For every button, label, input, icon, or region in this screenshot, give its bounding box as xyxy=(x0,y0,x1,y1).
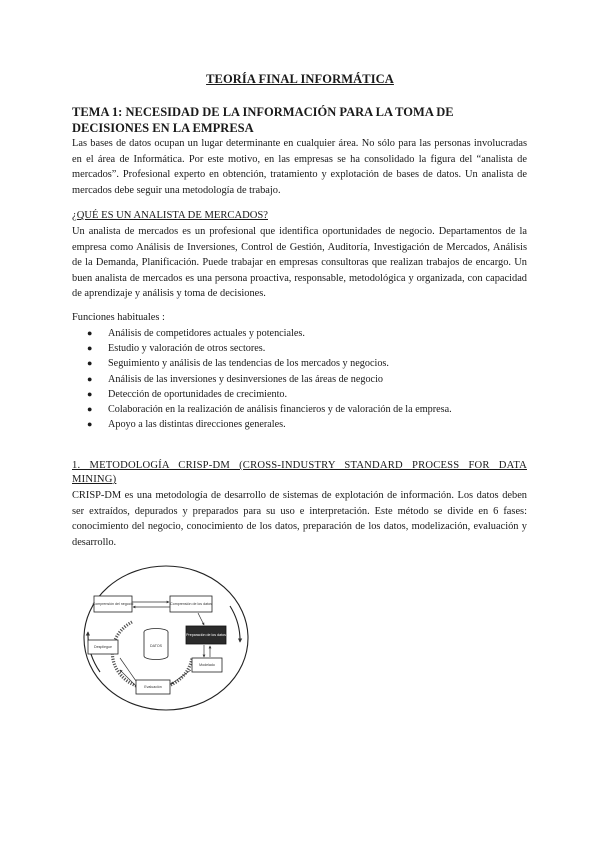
bullet-icon: ● xyxy=(87,373,93,384)
intro-paragraph: Las bases de datos ocupan un lugar determinante en cualquier área. No sólo para las personas involucradas en el área de Informática. Por este motivo, en las empresas se ha consolidado la figura del “analista de mercados”. Profesional experto en obtención, tratamiento y explotación de bases de datos. Un analista de mercados debe seguir una metodología de trabajo. xyxy=(72,138,527,196)
bullet-icon: ● xyxy=(87,358,93,369)
list-item: ● Estudio y valoración de otros sectores. xyxy=(72,341,522,356)
crisp-dm-diagram xyxy=(80,562,252,714)
data-understanding-label: Comprensión de los datos xyxy=(170,602,212,606)
list-item: ● Colaboración en la realización de análisis financieros y de valoración de la empresa. xyxy=(72,402,522,417)
section-heading-crisp-dm: 1. METODOLOGÍA CRISP-DM (CROSS-INDUSTRY STANDARD PROCESS FOR DATA MINING) xyxy=(72,460,527,485)
section-heading-analista: ¿QUÉ ES UN ANALISTA DE MERCADOS? xyxy=(72,210,269,221)
bullet-icon: ● xyxy=(87,328,93,338)
modeling-label: Modelado xyxy=(199,663,215,667)
functions-label: Funciones habituales : xyxy=(72,312,165,323)
flow-arrow xyxy=(198,613,204,625)
bullet-icon: ● xyxy=(87,404,93,415)
crisp-dm-paragraph: CRISP-DM es una metodología de desarrollo de sistemas de explotación de información. Los datos deben ser extraídos, depurados y preparados para su uso e interpretación. Este método se divide en 6 fases: conocimiento del negocio, conocimiento de los datos, preparación de los datos, modelización, evaluación y desarrollo. xyxy=(72,490,527,548)
deployment-label: Despliegue xyxy=(94,645,112,649)
section-heading-tema-1: TEMA 1: NECESIDAD DE LA INFORMACIÓN PARA LA TOMA DE DECISIONES EN LA EMPRESA xyxy=(72,105,454,135)
list-item: ● Detección de oportunidades de crecimiento. xyxy=(72,387,522,402)
list-item: ● Análisis de las inversiones y desinversiones de las áreas de negocio xyxy=(72,372,522,387)
bullet-icon: ● xyxy=(87,419,93,430)
business-understanding-label: Comprensión del negocio xyxy=(92,602,134,606)
list-item: ● Seguimiento y análisis de las tendencias de los mercados y negocios. xyxy=(72,356,522,371)
functions-list xyxy=(72,326,522,432)
list-item: ● Análisis de competidores actuales y potenciales. xyxy=(72,326,522,341)
flow-arrow xyxy=(171,670,191,684)
list-item: ● Apoyo a las distintas direcciones generales. xyxy=(72,417,522,432)
document-title: TEORÍA FINAL INFORMÁTICA xyxy=(206,72,394,86)
cycle-arrow xyxy=(230,606,240,642)
bullet-icon: ● xyxy=(87,343,93,354)
evaluation-label: Evaluación xyxy=(144,685,162,689)
data-preparation-label: Preparación de los datos xyxy=(186,633,226,637)
data-label: DATOS xyxy=(149,644,163,648)
analista-paragraph: Un analista de mercados es un profesional que identifica oportunidades de negocio. Departamentos de la empresa como Análisis de Inversiones, Control de Gestión, Auditoría, Investigación de Mercados, Análisis de la Demanda, Planificación. Puede trabajar en empresas consultoras que realizan trabajos de encargo. Un buen analista de mercados es una persona proactiva, responsable, metodológica y organizada, con capacidad de aprendizaje y análisis y toma de decisiones. xyxy=(72,226,527,299)
bullet-icon: ● xyxy=(87,388,93,399)
